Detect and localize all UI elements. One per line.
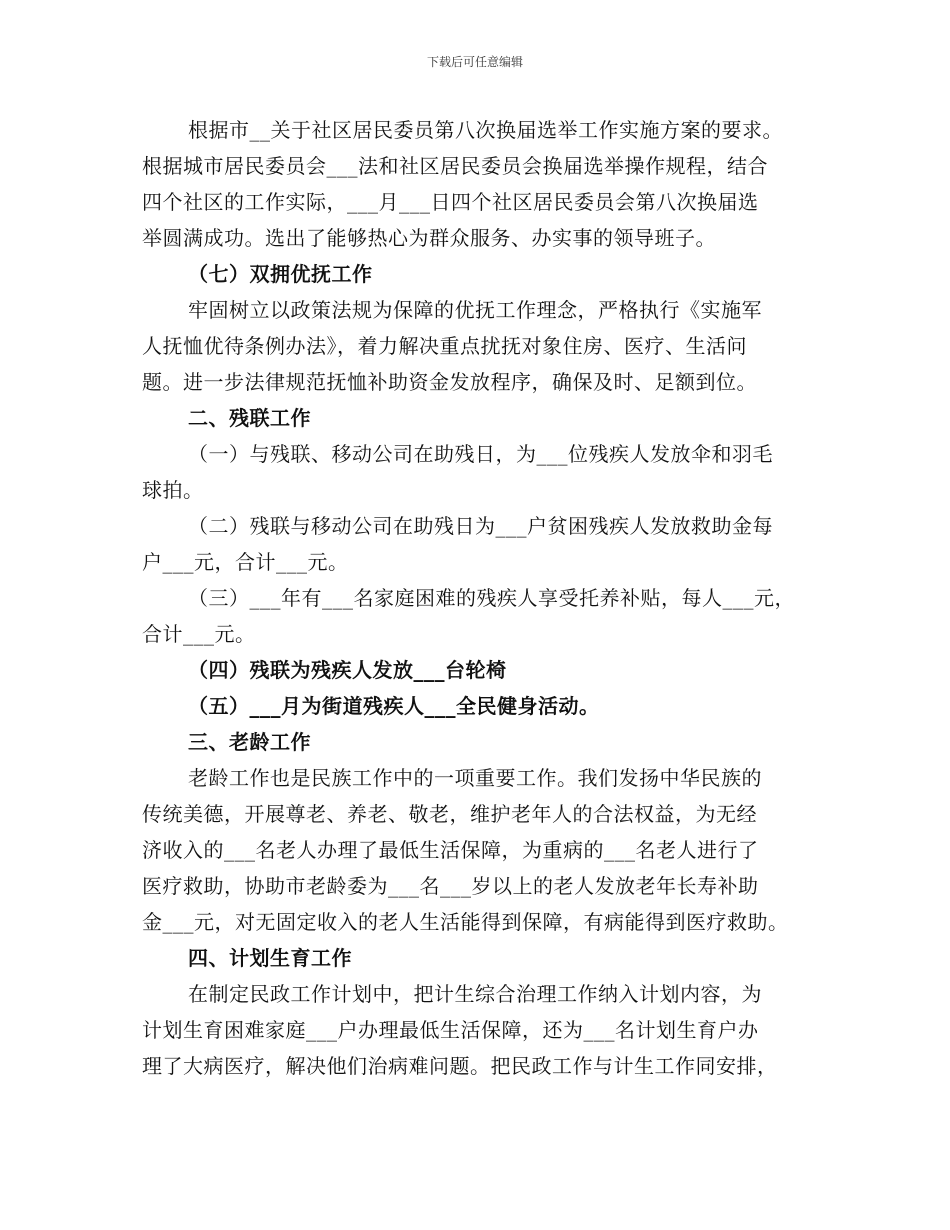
- body-line: 根据市__关于社区居民委员第八次换届选举工作实施方案的要求。: [188, 118, 783, 142]
- section-heading: （七）双拥优抚工作: [188, 262, 373, 286]
- body-line: 题。进一步法律规范抚恤补助资金发放程序，确保及时、足额到位。: [142, 370, 757, 394]
- body-line: 金___元，对无固定收入的老人生活能得到保障，有病能得到医疗救助。: [142, 910, 789, 934]
- body-line: 理了大病医疗，解决他们治病难问题。把民政工作与计生工作同安排，: [142, 1054, 778, 1078]
- body-line: 医疗救助，协助市老龄委为___名___岁以上的老人发放老年长寿补助: [142, 874, 759, 898]
- section-heading: 三、老龄工作: [188, 730, 311, 754]
- body-line: 在制定民政工作计划中，把计生综合治理工作纳入计划内容，为: [188, 982, 762, 1006]
- body-line: （三）___年有___名家庭困难的残疾人享受托养补贴，每人___元，: [188, 586, 795, 610]
- body-line: 户___元，合计___元。: [142, 550, 349, 574]
- page-header: 下载后可任意编辑: [426, 55, 523, 69]
- body-line: （一）与残联、移动公司在助残日，为___位残疾人发放伞和羽毛: [188, 442, 773, 466]
- body-line: 济收入的___名老人办理了最低生活保障，为重病的___名老人进行了: [142, 838, 759, 862]
- section-heading: 二、残联工作: [188, 406, 311, 430]
- body-line: 根据城市居民委员会___法和社区居民委员会换届选举操作规程，结合: [142, 154, 768, 178]
- body-line: 传统美德，开展尊老、养老、敬老，维护老年人的合法权益，为无经: [142, 802, 757, 826]
- body-line: 计划生育困难家庭___户办理最低生活保障，还为___名计划生育户办: [142, 1018, 759, 1042]
- body-line: 合计___元。: [142, 622, 256, 646]
- section-heading: （四）残联为残疾人发放___台轮椅: [188, 658, 507, 682]
- body-line: 牢固树立以政策法规为保障的优抚工作理念，严格执行《实施军: [188, 298, 762, 322]
- body-line: （二）残联与移动公司在助残日为___户贫困残疾人发放救助金每: [188, 514, 773, 538]
- document-body: [142, 112, 822, 1084]
- body-line: 人抚恤优待条例办法》，着力解决重点扰抚对象住房、医疗、生活问: [142, 334, 747, 358]
- body-line: 老龄工作也是民族工作中的一项重要工作。我们发扬中华民族的: [188, 766, 762, 790]
- body-line: 四个社区的工作实际，___月___日四个社区居民委员会第八次换届选: [142, 190, 759, 214]
- section-heading: 四、计划生育工作: [188, 946, 352, 970]
- section-heading: （五）___月为街道残疾人___全民健身活动。: [188, 694, 600, 718]
- body-line: 举圆满成功。选出了能够热心为群众服务、办实事的领导班子。: [142, 226, 716, 250]
- body-line: 球拍。: [142, 478, 204, 502]
